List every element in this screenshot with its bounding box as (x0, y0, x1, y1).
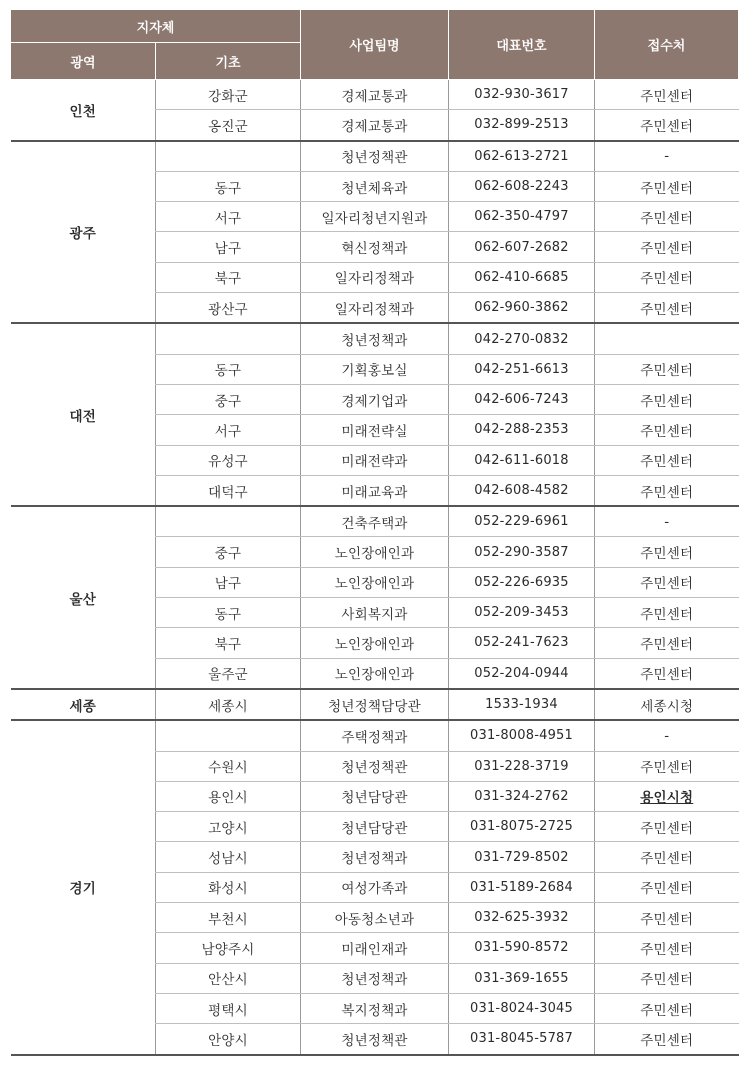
basic-district-cell: 유성구 (156, 445, 301, 475)
basic-district-cell: 평택시 (156, 993, 301, 1023)
region-cell: 대전 (11, 323, 156, 506)
office-cell: 주민센터 (595, 80, 739, 110)
team-cell: 청년정책과 (301, 842, 449, 872)
basic-district-cell: 동구 (156, 598, 301, 628)
team-cell: 청년정책관 (301, 141, 449, 172)
office-cell: 주민센터 (595, 993, 739, 1023)
phone-header: 대표번호 (449, 10, 595, 80)
phone-cell: 052-204-0944 (449, 658, 595, 689)
basic-district-cell: 중구 (156, 384, 301, 414)
phone-cell: 042-251-6613 (449, 354, 595, 384)
phone-cell: 031-5189-2684 (449, 872, 595, 902)
office-cell: 주민센터 (595, 751, 739, 781)
basic-district-cell (156, 720, 301, 751)
team-cell: 여성가족과 (301, 872, 449, 902)
team-cell: 일자리청년지원과 (301, 202, 449, 232)
office-cell: 주민센터 (595, 933, 739, 963)
basic-district-cell: 서구 (156, 202, 301, 232)
contact-table (10, 9, 739, 1056)
office-cell: - (595, 506, 739, 537)
office-cell: - (595, 141, 739, 172)
basic-district-cell: 강화군 (156, 80, 301, 110)
region-cell: 광주 (11, 141, 156, 324)
phone-cell: 042-611-6018 (449, 445, 595, 475)
region-cell: 경기 (11, 720, 156, 1054)
team-cell: 청년담당관 (301, 812, 449, 842)
office-cell: 세종시청 (595, 689, 739, 720)
team-cell: 기획홍보실 (301, 354, 449, 384)
phone-cell: 042-608-4582 (449, 475, 595, 506)
phone-cell: 052-290-3587 (449, 537, 595, 567)
wide-region-header: 광역 (11, 43, 156, 80)
team-cell: 노인장애인과 (301, 537, 449, 567)
basic-district-cell: 중구 (156, 537, 301, 567)
local-gov-header: 지자체 (11, 10, 301, 43)
office-cell: 용인시청 (595, 781, 739, 811)
basic-district-cell: 화성시 (156, 872, 301, 902)
basic-district-cell: 동구 (156, 171, 301, 201)
team-cell: 미래교육과 (301, 475, 449, 506)
office-cell: 주민센터 (595, 812, 739, 842)
basic-district-cell: 부천시 (156, 903, 301, 933)
table-row (11, 141, 739, 172)
team-cell: 복지정책과 (301, 993, 449, 1023)
office-cell: 주민센터 (595, 872, 739, 902)
table-body (11, 80, 739, 1055)
table-row (11, 689, 739, 720)
phone-cell: 052-229-6961 (449, 506, 595, 537)
phone-cell: 031-369-1655 (449, 963, 595, 993)
team-cell: 경제교통과 (301, 110, 449, 141)
basic-district-cell: 안산시 (156, 963, 301, 993)
table-row (11, 80, 739, 110)
basic-district-cell: 동구 (156, 354, 301, 384)
basic-district-cell: 남구 (156, 567, 301, 597)
basic-district-cell: 북구 (156, 262, 301, 292)
office-cell: 주민센터 (595, 628, 739, 658)
phone-cell: 1533-1934 (449, 689, 595, 720)
office-cell: 주민센터 (595, 232, 739, 262)
basic-district-cell (156, 323, 301, 354)
team-cell: 일자리정책과 (301, 293, 449, 324)
phone-cell: 052-226-6935 (449, 567, 595, 597)
phone-cell: 032-625-3932 (449, 903, 595, 933)
region-cell: 세종 (11, 689, 156, 720)
phone-cell: 062-960-3862 (449, 293, 595, 324)
team-cell: 청년정책담당관 (301, 689, 449, 720)
team-cell: 청년정책관 (301, 1024, 449, 1055)
phone-cell: 042-606-7243 (449, 384, 595, 414)
phone-cell: 031-8024-3045 (449, 993, 595, 1023)
team-cell: 노인장애인과 (301, 567, 449, 597)
team-cell: 청년체육과 (301, 171, 449, 201)
office-cell: 주민센터 (595, 842, 739, 872)
phone-cell: 052-209-3453 (449, 598, 595, 628)
office-cell: - (595, 720, 739, 751)
team-cell: 노인장애인과 (301, 658, 449, 689)
team-cell: 혁신정책과 (301, 232, 449, 262)
team-cell: 주택정책과 (301, 720, 449, 751)
basic-district-cell (156, 141, 301, 172)
office-cell: 주민센터 (595, 445, 739, 475)
team-cell: 아동청소년과 (301, 903, 449, 933)
phone-cell: 062-613-2721 (449, 141, 595, 172)
office-cell: 주민센터 (595, 658, 739, 689)
phone-cell: 031-8008-4951 (449, 720, 595, 751)
basic-district-cell: 옹진군 (156, 110, 301, 141)
office-cell: 주민센터 (595, 110, 739, 141)
office-cell: 주민센터 (595, 598, 739, 628)
office-cell: 주민센터 (595, 537, 739, 567)
team-cell: 미래전략과 (301, 445, 449, 475)
basic-district-cell: 울주군 (156, 658, 301, 689)
team-cell: 청년정책관 (301, 751, 449, 781)
phone-cell: 062-607-2682 (449, 232, 595, 262)
phone-cell: 031-590-8572 (449, 933, 595, 963)
table-row (11, 506, 739, 537)
basic-region-header: 기초 (156, 43, 301, 80)
basic-district-cell: 서구 (156, 415, 301, 445)
phone-cell: 031-8045-5787 (449, 1024, 595, 1055)
basic-district-cell: 수원시 (156, 751, 301, 781)
phone-cell: 052-241-7623 (449, 628, 595, 658)
office-cell: 주민센터 (595, 1024, 739, 1055)
basic-district-cell: 대덕구 (156, 475, 301, 506)
basic-district-cell: 남구 (156, 232, 301, 262)
office-cell: 주민센터 (595, 293, 739, 324)
phone-cell: 062-608-2243 (449, 171, 595, 201)
basic-district-cell: 남양주시 (156, 933, 301, 963)
office-cell: 주민센터 (595, 415, 739, 445)
basic-district-cell: 안양시 (156, 1024, 301, 1055)
basic-district-cell: 고양시 (156, 812, 301, 842)
team-cell: 노인장애인과 (301, 628, 449, 658)
office-cell: 주민센터 (595, 475, 739, 506)
basic-district-cell: 세종시 (156, 689, 301, 720)
team-cell: 경제교통과 (301, 80, 449, 110)
office-header: 접수처 (595, 10, 739, 80)
office-cell (595, 323, 739, 354)
table-row (11, 720, 739, 751)
phone-cell: 031-8075-2725 (449, 812, 595, 842)
office-cell: 주민센터 (595, 354, 739, 384)
office-cell: 주민센터 (595, 903, 739, 933)
phone-cell: 042-270-0832 (449, 323, 595, 354)
team-cell: 건축주택과 (301, 506, 449, 537)
region-cell: 울산 (11, 506, 156, 689)
phone-cell: 042-288-2353 (449, 415, 595, 445)
team-cell: 청년정책과 (301, 323, 449, 354)
basic-district-cell (156, 506, 301, 537)
office-cell: 주민센터 (595, 384, 739, 414)
phone-cell: 031-228-3719 (449, 751, 595, 781)
phone-cell: 062-350-4797 (449, 202, 595, 232)
table-row (11, 323, 739, 354)
basic-district-cell: 용인시 (156, 781, 301, 811)
office-cell: 주민센터 (595, 171, 739, 201)
team-header: 사업팀명 (301, 10, 449, 80)
phone-cell: 032-899-2513 (449, 110, 595, 141)
office-cell: 주민센터 (595, 262, 739, 292)
team-cell: 청년정책과 (301, 963, 449, 993)
phone-cell: 031-324-2762 (449, 781, 595, 811)
team-cell: 미래인재과 (301, 933, 449, 963)
team-cell: 청년담당관 (301, 781, 449, 811)
basic-district-cell: 성남시 (156, 842, 301, 872)
office-cell: 주민센터 (595, 963, 739, 993)
region-cell: 인천 (11, 80, 156, 141)
office-cell: 주민센터 (595, 202, 739, 232)
office-cell: 주민센터 (595, 567, 739, 597)
phone-cell: 062-410-6685 (449, 262, 595, 292)
team-cell: 사회복지과 (301, 598, 449, 628)
basic-district-cell: 광산구 (156, 293, 301, 324)
basic-district-cell: 북구 (156, 628, 301, 658)
team-cell: 경제기업과 (301, 384, 449, 414)
phone-cell: 032-930-3617 (449, 80, 595, 110)
team-cell: 미래전략실 (301, 415, 449, 445)
phone-cell: 031-729-8502 (449, 842, 595, 872)
team-cell: 일자리정책과 (301, 262, 449, 292)
